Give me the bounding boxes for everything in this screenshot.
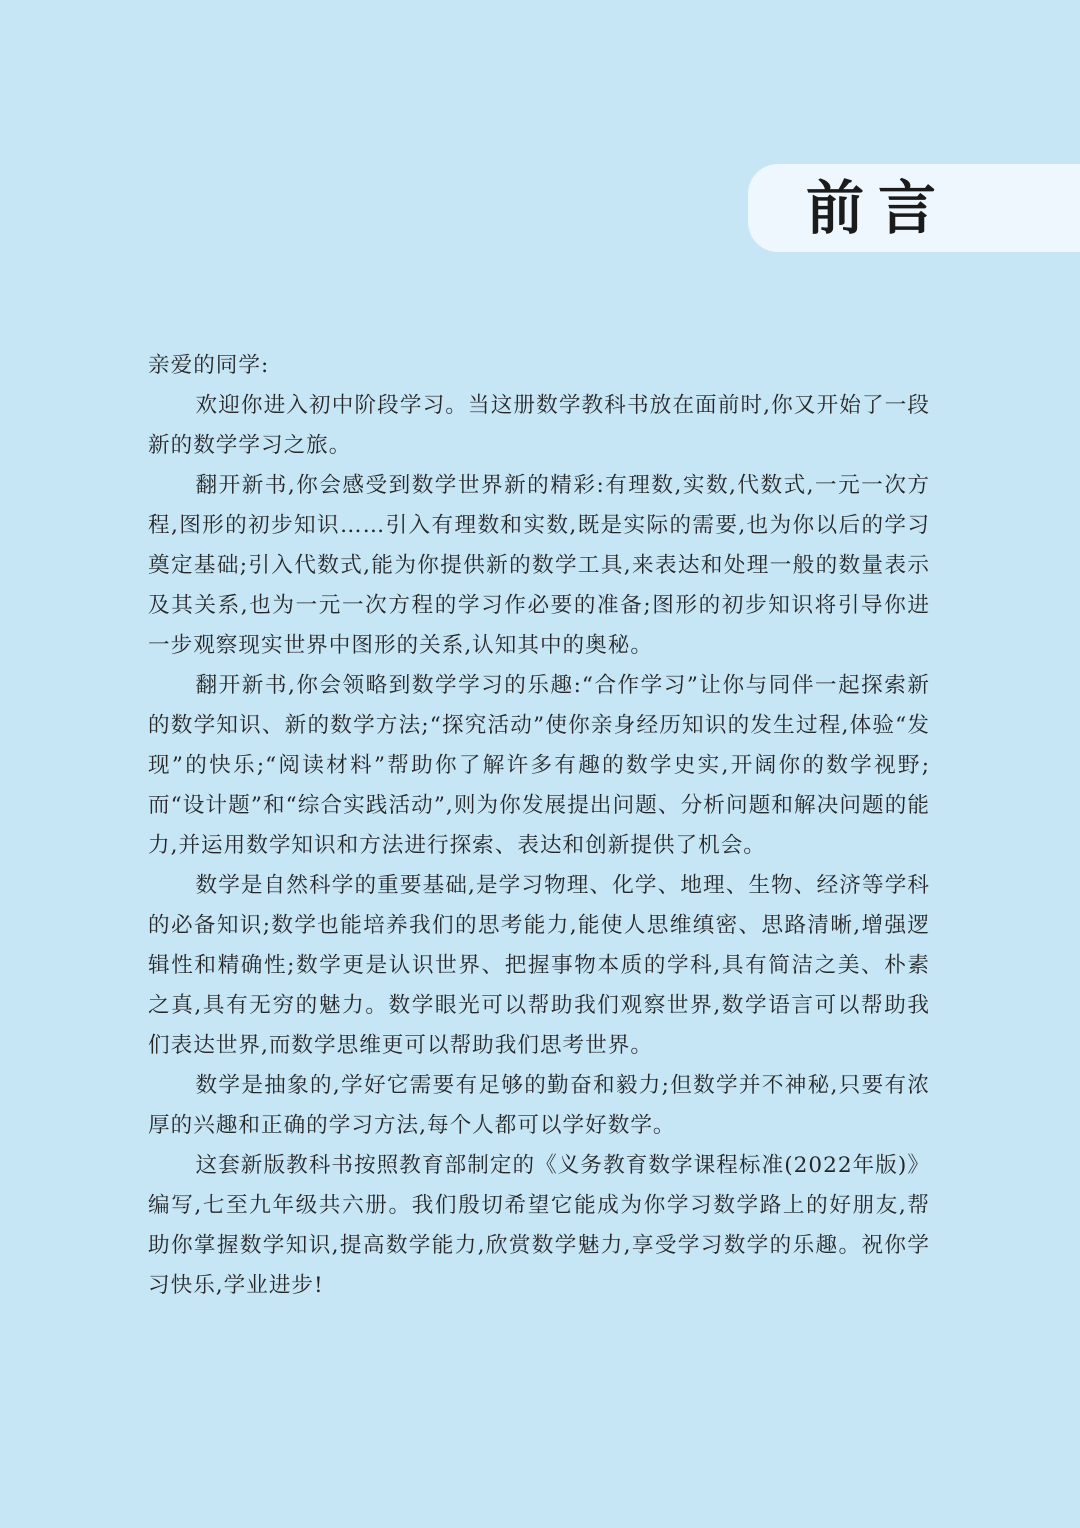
paragraph-new-content: 翻开新书,你会感受到数学世界新的精彩:有理数,实数,代数式,一元一次方程,图形的初步知识……引入有理数和实数,既是实际的需要,也为你以后的学习奠定基础;引入代数式,能为你提供新的数学工具,来表达和处理一般的数量表示及其关系,也为一元一次方程的学习作必要的准备;图形的初步知识将引导你进一步观察现实世界中图形的关系,认知其中的奥秘。 [148, 473, 930, 658]
paragraph-importance: 数学是自然科学的重要基础,是学习物理、化学、地理、生物、经济等学科的必备知识;数学也能培养我们的思考能力,能使人思维缜密、思路清晰,增强逻辑性和精确性;数学更是认识世界、把握事物本质的学科,具有简洁之美、朴素之真,具有无穷的魅力。数学眼光可以帮助我们观察世界,数学语言可以帮助我们表达世界,而数学思维更可以帮助我们思考世界。 [148, 873, 930, 1058]
paragraph-welcome: 欢迎你进入初中阶段学习。当这册数学教科书放在面前时,你又开始了一段新的数学学习之旅。 [148, 393, 930, 458]
page-title: 前言 [806, 174, 951, 242]
title-tab [748, 164, 1080, 252]
paragraph-closing: 这套新版教科书按照教育部制定的《义务教育数学课程标准(2022年版)》编写,七至九年级共六册。我们殷切希望它能成为你学习数学路上的好朋友,帮助你掌握数学知识,提高数学能力,欣赏数学魅力,享受学习数学的乐趣。祝你学习快乐,学业进步! [148, 1153, 930, 1298]
salutation: 亲爱的同学: [148, 353, 270, 378]
paragraph-learning-fun: 翻开新书,你会领略到数学学习的乐趣:“合作学习”让你与同伴一起探索新的数学知识、新的数学方法;“探究活动”使你亲身经历知识的发生过程,体验“发现”的快乐;“阅读材料”帮助你了解许多有趣的数学史实,开阔你的数学视野;而“设计题”和“综合实践活动”,则为你发展提出问题、分析问题和解决问题的能力,并运用数学知识和方法进行探索、表达和创新提供了机会。 [148, 673, 930, 858]
preface-body [148, 346, 930, 1306]
paragraph-effort: 数学是抽象的,学好它需要有足够的勤奋和毅力;但数学并不神秘,只要有浓厚的兴趣和正确的学习方法,每个人都可以学好数学。 [148, 1073, 930, 1138]
